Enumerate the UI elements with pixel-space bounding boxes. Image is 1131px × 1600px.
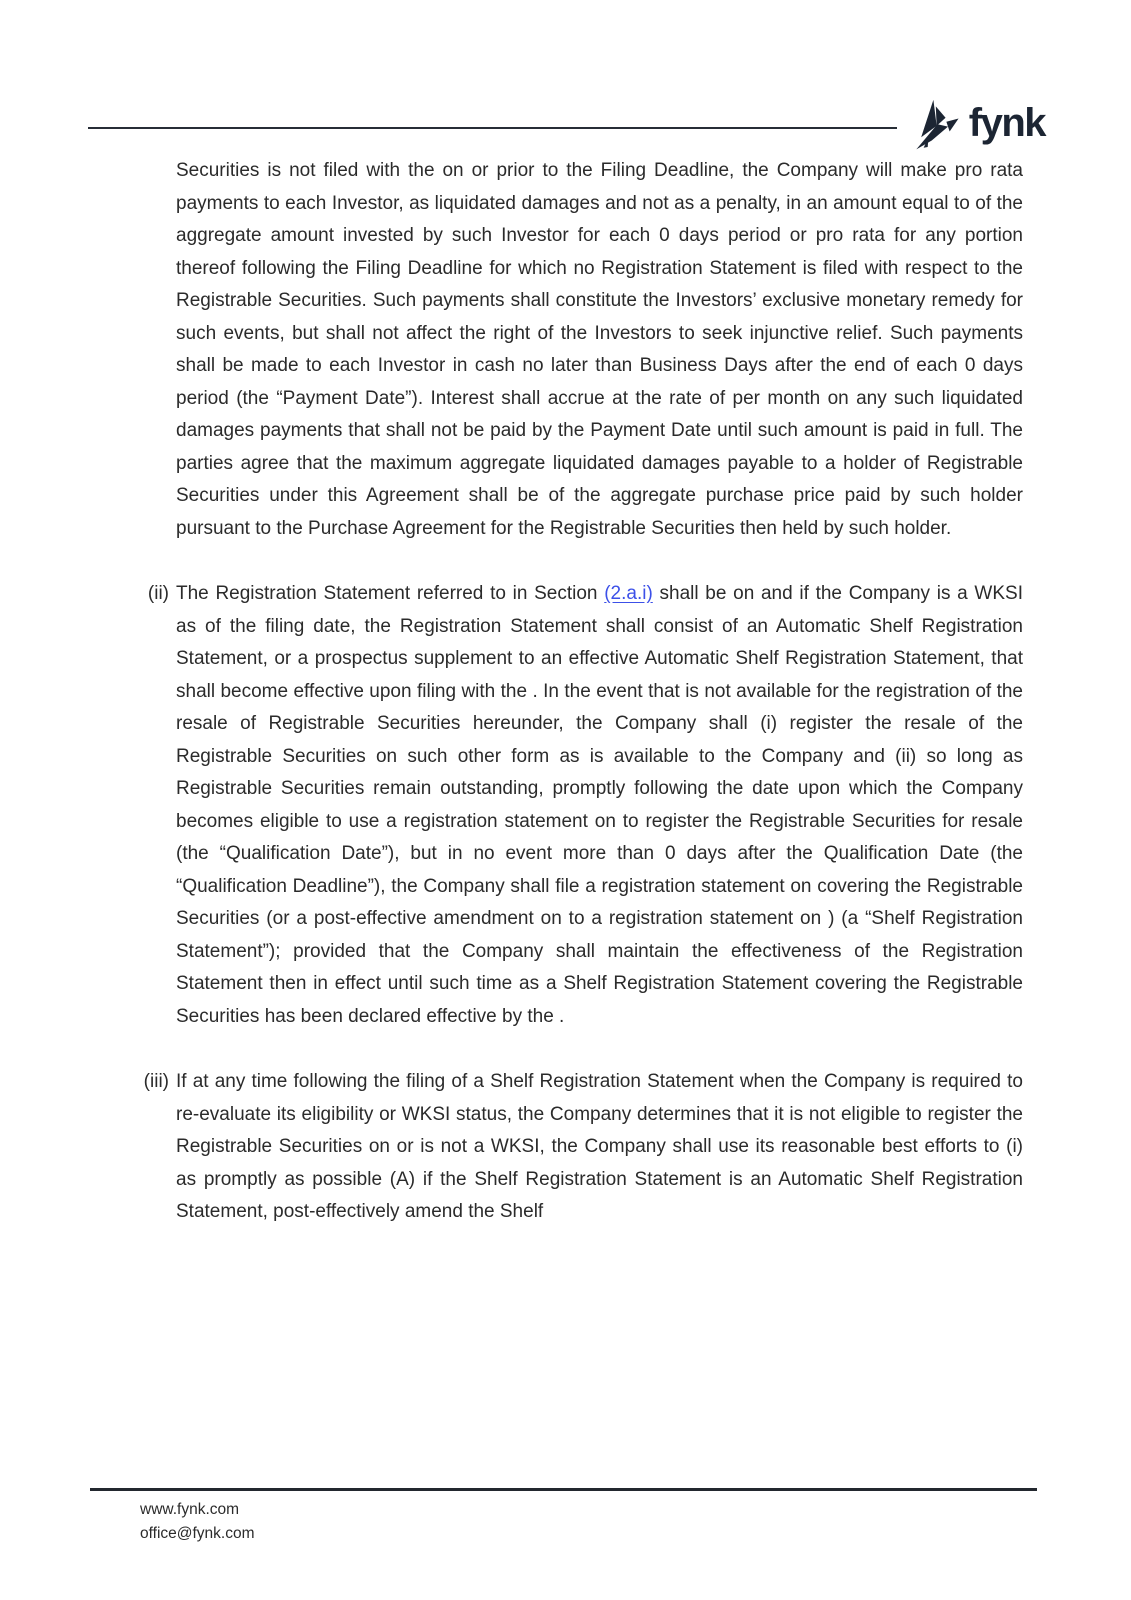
footer-email: office@fynk.com [140,1525,255,1542]
origami-crane-icon [909,98,961,152]
clause-iii-marker: (iii) [143,1071,169,1092]
fynk-logo [909,98,1045,152]
clause-iii-text: If at any time following the filing of a Shelf Registration Statement when the Company is required to re-evaluate its eligibility or WKSI status, the Company determines that it is not eligible to register the Registrable Securities on or is not a WKSI, the Company shall use its reasonable best efforts to (i) as promptly as possible (A) if the Shelf Registration Statement is an Automatic Shelf Registration Statement, post-effectively amend the Shelf [176,1071,1023,1222]
footer-rule [90,1488,1037,1491]
paragraph-text: Securities is not filed with the on or prior to the Filing Deadline, the Company will make pro rata payments to each Investor, as liquidated damages and not as a penalty, in an amount equal to of the aggregate amount invested by such Investor for each 0 days period or pro rata for any portion thereof following the Filing Deadline for which no Registration Statement is filed with respect to the Registrable Securities. Such payments shall constitute the Investors’ exclusive monetary remedy for such events, but shall not affect the right of the Investors to seek injunctive relief. Such payments shall be made to each Investor in cash no later than Business Days after the end of each 0 days period (the “Payment Date”). Interest shall accrue at the rate of per month on any such liquidated damages payments that shall not be paid by the Payment Date until such amount is paid in full. The parties agree that the maximum aggregate liquidated damages payable to a holder of Registrable Securities under this Agreement shall be of the aggregate purchase price paid by such holder pursuant to the Purchase Agreement for the Registrable Securities then held by such holder. [176,160,1023,539]
brand-wordmark: fynk [968,101,1045,145]
footer [140,1498,255,1546]
clause-iii [143,1066,1023,1229]
document-body [143,155,1023,1229]
footer-website: www.fynk.com [140,1501,240,1518]
section-2ai-link[interactable]: (2.a.i) [604,583,653,604]
clause-ii [147,578,1023,1033]
header-rule [88,127,897,129]
clause-ii-text-after-link: shall be on and if the Company is a WKSI as of the filing date, the Registration Statement shall consist of an Automatic Shelf Registration Statement, or a prospectus supplement to an effective Automatic Shelf Registration Statement, that shall become effective upon filing with the . In the event that is not available for the registration of the resale of Registrable Securities hereunder, the Company shall (i) register the resale of the Registrable Securities on such other form as is available to the Company and (ii) so long as Registrable Securities remain outstanding, promptly following the date upon which the Company becomes eligible to use a registration statement on to register the Registrable Securities for resale (the “Qualification Date”), but in no event more than 0 days after the Qualification Date (the “Qualification Deadline”), the Company shall file a registration statement on covering the Registrable Securities (or a post-effective amendment on to a registration statement on ) (a “Shelf Registration Statement”); provided that the Company shall maintain the effectiveness of the Registration Statement then in effect until such time as a Shelf Registration Statement covering the Registrable Securities has been declared effective by the . [176,583,1023,1027]
clause-ii-marker: (ii) [147,583,169,604]
clause-ii-text-before-link: The Registration Statement referred to in Section [176,583,605,604]
paragraph-continuation [176,155,1023,545]
